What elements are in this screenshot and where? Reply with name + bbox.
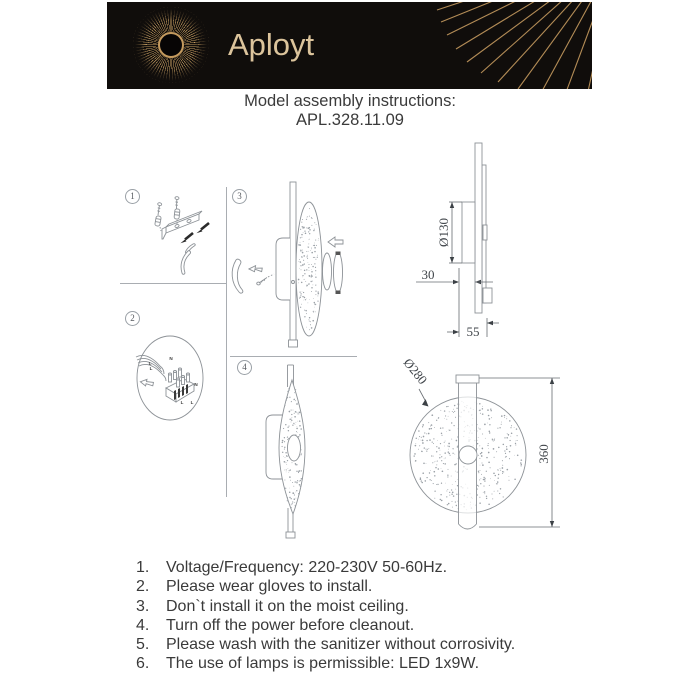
assembly-arrow-left-icon [328,237,343,247]
instruction-item [136,616,596,635]
svg-text:360: 360 [536,444,551,464]
step-2-badge: 2 [125,311,140,326]
page-title: Model assembly instructions: [244,92,456,110]
instruction-number: 1. [136,559,150,576]
svg-text:Ø280: Ø280 [400,355,431,388]
svg-text:L: L [190,400,194,405]
instruction-number: 5. [136,636,150,654]
svg-text:L: L [180,400,184,405]
instruction-text: The use of lamps is permissible: LED 1x9W. [166,655,480,673]
divider-mid-horizontal [230,356,357,357]
instruction-text: Turn off the power before cleanout. [166,616,415,634]
dimension-d280-leader [419,389,429,407]
assembly-arrow-right-icon [249,265,263,273]
figure-step2-wiring [130,330,215,425]
instruction-text: Don`t install it on the moist ceiling. [166,597,409,615]
instruction-text: Please wash with the sanitizer without corrosivity. [166,636,516,654]
step-1-badge: 1 [125,189,140,204]
instruction-item [136,577,596,596]
svg-text:30: 30 [421,267,435,282]
step-4-badge: 4 [237,360,252,375]
model-number: APL.328.11.09 [296,111,404,129]
instruction-number: 6. [136,655,150,673]
instruction-item [136,635,596,654]
instruction-item [136,654,596,673]
step-3-badge: 3 [232,189,247,204]
instruction-list [136,558,596,674]
svg-text:55: 55 [466,324,480,339]
instruction-number: 4. [136,616,150,634]
brand-banner [107,2,592,89]
svg-text:N: N [169,356,173,361]
insert-arrow-icon [140,378,154,387]
instruction-text: Voltage/Frequency: 220-230V 50-60Hz. [166,559,448,576]
figure-step3-exploded [228,178,358,353]
corner-rays-decoration [107,2,592,89]
svg-text:L: L [148,361,152,366]
instruction-item [136,597,596,616]
instruction-number: 3. [136,597,150,615]
figure-side-view [402,140,517,345]
instruction-text: Please wear gloves to install. [166,578,373,596]
svg-text:L: L [149,366,153,371]
instruction-item [136,558,596,577]
svg-text:N: N [194,382,198,387]
figure-step4-assembled [235,360,360,545]
brand-name: Aployt [228,27,315,62]
svg-text:Ø130: Ø130 [436,218,451,247]
diffuser-disc [296,202,322,336]
figure-front-view [390,348,570,543]
figure-step1-bracket [118,185,228,285]
instruction-number: 2. [136,578,150,596]
